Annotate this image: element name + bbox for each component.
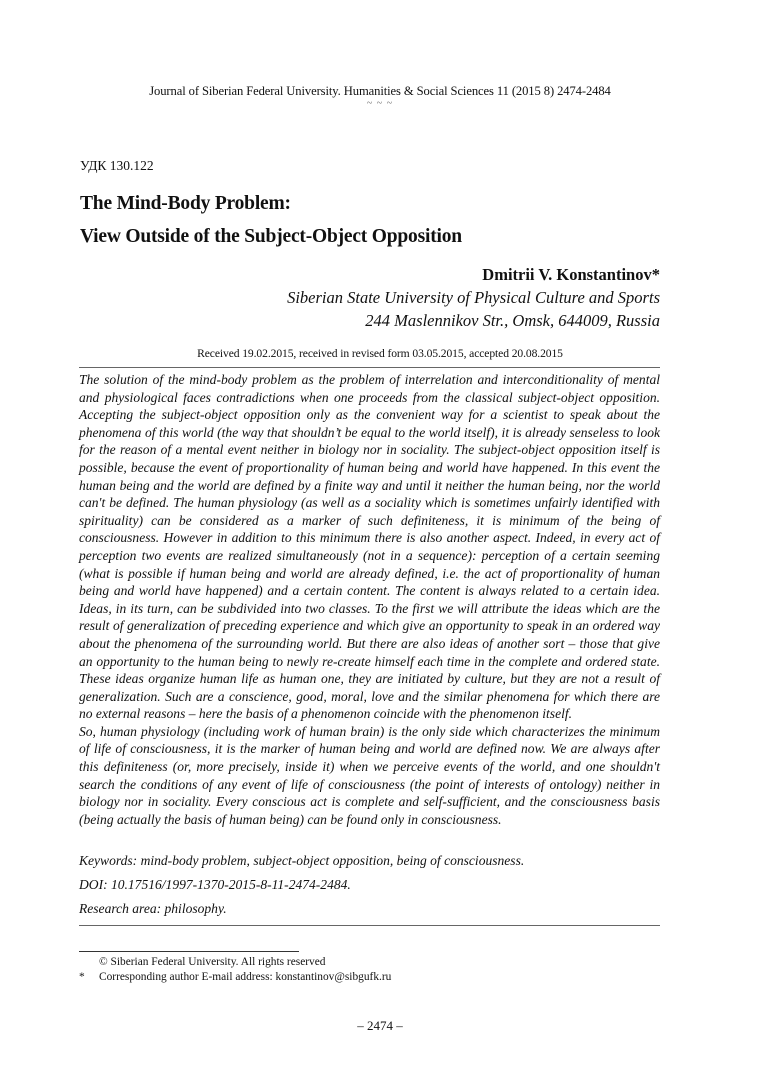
footnote-asterisk: * — [79, 970, 85, 983]
footnotes — [79, 955, 391, 984]
author-address: 244 Maslennikov Str., Omsk, 644009, Russia — [365, 311, 660, 330]
header-separator: ~ ~ ~ — [366, 98, 394, 109]
footnote-copyright — [79, 955, 391, 970]
abstract-top-rule — [79, 367, 660, 368]
author-block — [287, 263, 660, 332]
abstract-paragraph-1: The solution of the mind-body problem as the problem of interrelation and interconditionality of mental and physiological faces contradictions when one proceeds from the classical subject-object opposition. Accepting the subject-object opposition only as the convenient way for a scientist to speak about the phenomena of this world (the way that shouldn’t be equal to the world itself), it is already senseless to look for the reason of a mental event neither in biology nor in sociality. The subject-object opposition itself is possible, because the event of proportionality of human being and world have happened. In this event the human being and the world are defined by a finite way and until it neither the human being, nor the world can't be defined. The human physiology (as well as a sociality which is sometimes unfairly identified with spirituality) can be considered as a marker of such definiteness, it is minimum of the being of consciousness. However in addition to this minimum there is also another aspect. Indeed, in every act of perception two events are realized simultaneously (not in a sequence): perception of a certain seeming (what is possible if human being and world are already defined, i.e. the act of proportionality of human being and world have happened) and a certain content. The content is always related to a certain idea. Ideas, in its turn, can be subdivided into two classes. To the first we will attribute the ideas which are the result of generalization of preceding experience and which give an opportunity to speak in an ordered way about the phenomena of the surrounding world. But there are also ideas of another sort – those that give an opportunity to the human being to newly re-create himself each time in the complete and ordered state. These ideas organize human life as human one, they are initiated by culture, but they are not a result of generalization. Such are a conscience, good, moral, love and the similar phenomena for which there are no external reasons – here the basis of a phenomenon coincide with the phenomenon itself. — [79, 372, 660, 722]
author-name: Dmitrii V. Konstantinov* — [482, 265, 660, 284]
footnote-rule — [79, 951, 299, 952]
abstract — [79, 371, 660, 828]
journal-header: Journal of Siberian Federal University. Humanities & Social Sciences 11 (2015 8) 2474-2484 — [149, 84, 611, 98]
corresponding-author-text: Corresponding author E-mail address: konstantinov@sibgufk.ru — [99, 970, 392, 983]
research-area: Research area: philosophy. — [79, 901, 227, 916]
footnote-corresponding — [79, 970, 391, 985]
title-line-2: View Outside of the Subject-Object Opposition — [80, 226, 462, 247]
page-number: – 2474 – — [357, 1018, 403, 1033]
keywords: Keywords: mind-body problem, subject-object opposition, being of consciousness. — [79, 853, 525, 868]
abstract-bottom-rule — [79, 925, 660, 926]
abstract-paragraph-2: So, human physiology (including work of human brain) is the only side which characterizes the minimum of life of consciousness, it is the marker of human being and world are defined now. We are always after this definiteness (or, more precisely, inside it) when we perceive events of the world, and one shouldn't search the conditions of any event of life of consciousness (the point of interests of ontology) neither in biology nor in sociality. Every conscious act is complete and self-sufficient, and the consciousness basis (being actually the basis of human being) can be found only in consciousness. — [79, 723, 660, 827]
doi: DOI: 10.17516/1997-1370-2015-8-11-2474-2484. — [79, 877, 351, 892]
copyright-text: © Siberian Federal University. All rights reserved — [99, 956, 326, 968]
submission-dates: Received 19.02.2015, received in revised form 03.05.2015, accepted 20.08.2015 — [197, 347, 563, 360]
udc-code: УДК 130.122 — [80, 158, 154, 173]
title-line-1: The Mind-Body Problem: — [80, 193, 291, 214]
author-affiliation: Siberian State University of Physical Culture and Sports — [287, 288, 660, 307]
article-title — [80, 187, 462, 253]
